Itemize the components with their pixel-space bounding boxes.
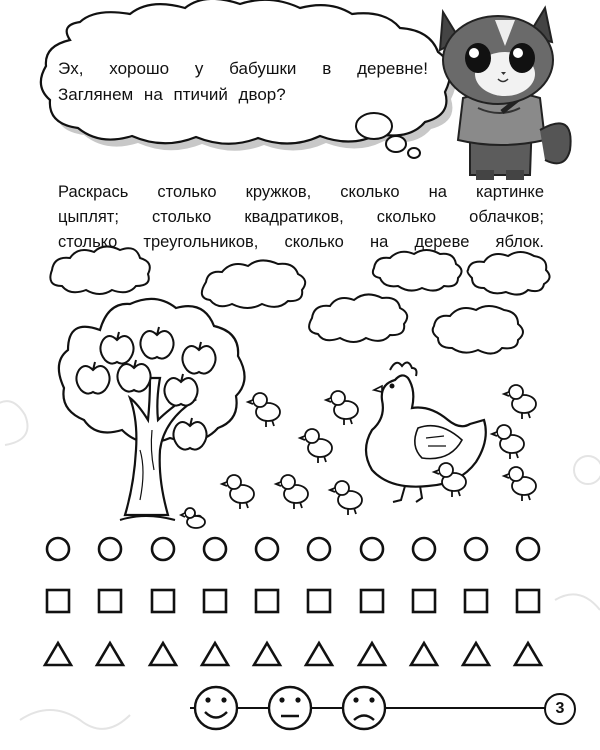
cloud xyxy=(202,260,305,308)
answer-circle xyxy=(152,538,174,560)
answer-triangle xyxy=(515,643,541,665)
answer-triangle xyxy=(202,643,228,665)
answer-square xyxy=(152,590,174,612)
answer-circle xyxy=(413,538,435,560)
chick xyxy=(330,481,362,515)
answer-triangle xyxy=(254,643,280,665)
answer-square xyxy=(47,590,69,612)
triangles-row[interactable] xyxy=(45,643,541,665)
speech-line: Эх, хорошо у бабушки в деревне! xyxy=(58,59,428,78)
answer-circle xyxy=(361,538,383,560)
chick xyxy=(276,475,308,509)
hen-illustration xyxy=(366,362,486,502)
cloud xyxy=(468,252,550,295)
chick xyxy=(326,391,358,425)
answer-circle xyxy=(308,538,330,560)
answer-square xyxy=(256,590,278,612)
speech-bubble-text xyxy=(58,56,428,108)
self-rating xyxy=(190,687,550,729)
chick xyxy=(181,508,205,528)
answer-square xyxy=(517,590,539,612)
apple xyxy=(164,374,197,406)
chick xyxy=(222,475,254,509)
answer-circle xyxy=(465,538,487,560)
chick xyxy=(300,429,332,463)
answer-square xyxy=(99,590,121,612)
apple-tree xyxy=(59,299,245,523)
answer-circle xyxy=(204,538,226,560)
apple xyxy=(182,342,215,374)
cloud xyxy=(373,250,462,291)
answer-square xyxy=(204,590,226,612)
answer-square xyxy=(413,590,435,612)
answer-square xyxy=(465,590,487,612)
chick xyxy=(504,385,536,419)
answer-circle xyxy=(47,538,69,560)
answer-triangle xyxy=(150,643,176,665)
chick xyxy=(492,425,524,459)
task-line: Раскрась столько кружков, сколько на картинке xyxy=(58,183,544,201)
answer-circle xyxy=(99,538,121,560)
answer-square xyxy=(308,590,330,612)
answer-triangle xyxy=(411,643,437,665)
speech-line: Заглянем на птичий двор? xyxy=(58,85,286,104)
task-line: столько треугольников, сколько на дереве яблок. xyxy=(58,233,544,251)
answer-triangle xyxy=(463,643,489,665)
answer-circle xyxy=(256,538,278,560)
answer-square xyxy=(361,590,383,612)
apple xyxy=(140,327,173,359)
chick xyxy=(504,467,536,501)
answer-triangle xyxy=(45,643,71,665)
apple xyxy=(76,362,109,394)
circles-row[interactable] xyxy=(47,538,539,560)
page-number: 3 xyxy=(544,693,576,725)
happy-face-icon[interactable] xyxy=(195,687,237,729)
apple xyxy=(100,332,133,364)
answer-triangle xyxy=(306,643,332,665)
kitten-illustration xyxy=(440,8,571,180)
answer-triangle xyxy=(359,643,385,665)
task-instructions xyxy=(58,180,544,255)
cloud xyxy=(309,294,407,342)
sad-face-icon[interactable] xyxy=(343,687,385,729)
squares-row[interactable] xyxy=(47,590,539,612)
task-line: цыплят; столько квадратиков, сколько облачков; xyxy=(58,208,544,226)
answer-triangle xyxy=(97,643,123,665)
apple xyxy=(117,360,150,392)
chick xyxy=(248,393,280,427)
neutral-face-icon[interactable] xyxy=(269,687,311,729)
cloud xyxy=(433,306,523,354)
apple xyxy=(173,418,206,450)
answer-circle xyxy=(517,538,539,560)
